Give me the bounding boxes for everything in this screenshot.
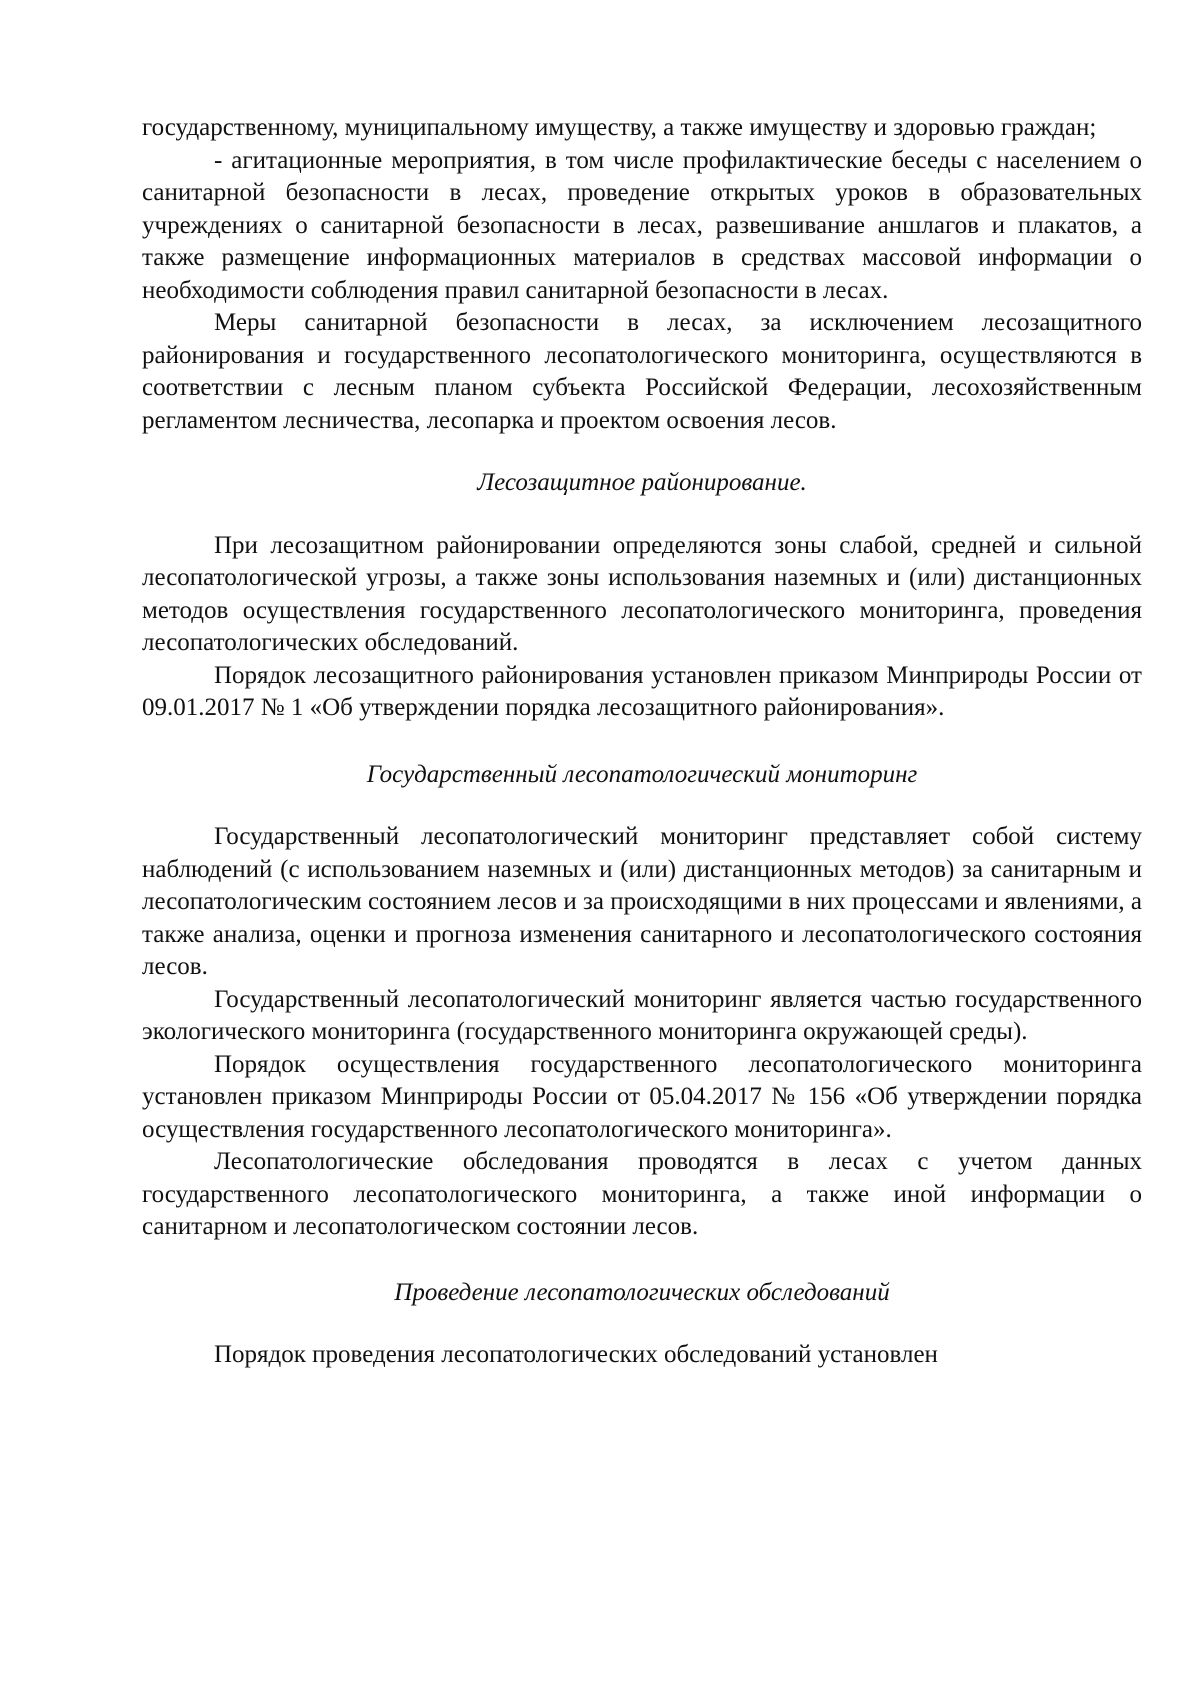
section-heading-monitoring: Государственный лесопатологический мониторинг	[366, 760, 918, 788]
section-heading-zoning: Лесозащитное районирование.	[477, 469, 807, 496]
document-body	[142, 112, 1142, 1372]
paragraph-surveys-data: Лесопатологические обследования проводятся в лесах с учетом данных государственного лесопатологического мониторинга, а также иной информации о санитарном и лесопатологическом состоянии лесов.	[142, 1148, 1142, 1240]
paragraph-continuation: государственному, муниципальному имуществу, а также имуществу и здоровью граждан;	[142, 114, 1097, 141]
paragraph-zoning-order: Порядок лесозащитного районирования установлен приказом Минприроды России от 09.01.2017 № 1 «Об утверждении порядка лесозащитного районирования».	[142, 661, 1142, 721]
section-heading-surveys: Проведение лесопатологических обследований	[394, 1278, 890, 1306]
paragraph-surveys-order: Порядок проведения лесопатологических обследований установлен	[214, 1341, 938, 1368]
paragraph-monitoring-part: Государственный лесопатологический мониторинг является частью государственного экологического мониторинга (государственного мониторинга окружающей среды).	[142, 985, 1142, 1045]
paragraph-zoning-definition: При лесозащитном районировании определяются зоны слабой, средней и сильной лесопатологической угрозы, а также зоны использования наземных и (или) дистанционных методов осуществления государственного лесопатологического мониторинга, проведения лесопатологических обследований.	[142, 531, 1142, 656]
paragraph-monitoring-order: Порядок осуществления государственного лесопатологического мониторинга установлен приказом Минприроды России от 05.04.2017 № 156 «Об утверждении порядка осуществления государственного лесопатологического мониторинга».	[142, 1050, 1142, 1143]
paragraph-measures: Меры санитарной безопасности в лесах, за исключением лесозащитного районирования и государственного лесопатологического мониторинга, осуществляются в соответствии с лесным планом субъекта Российской Федерации, лесохозяйственным регламентом лесничества, лесопарка и проектом освоения лесов.	[142, 309, 1142, 434]
paragraph-agitation: - агитационные мероприятия, в том числе профилактические беседы с населением о санитарной безопасности в лесах, проведение открытых уроков в образовательных учреждениях о санитарной безопасности в лесах, развешивание аншлагов и плакатов, а также размещение информационных материалов в средствах массовой информации о необходимости соблюдения правил санитарной безопасности в лесах.	[142, 146, 1142, 304]
paragraph-monitoring-definition: Государственный лесопатологический мониторинг представляет собой систему наблюдений (с использованием наземных и (или) дистанционных методов) за санитарным и лесопатологическим состоянием лесов и за происходящими в них процессами и явлениями, а также анализа, оценки и прогноза изменения санитарного и лесопатологического состояния лесов.	[142, 823, 1142, 980]
